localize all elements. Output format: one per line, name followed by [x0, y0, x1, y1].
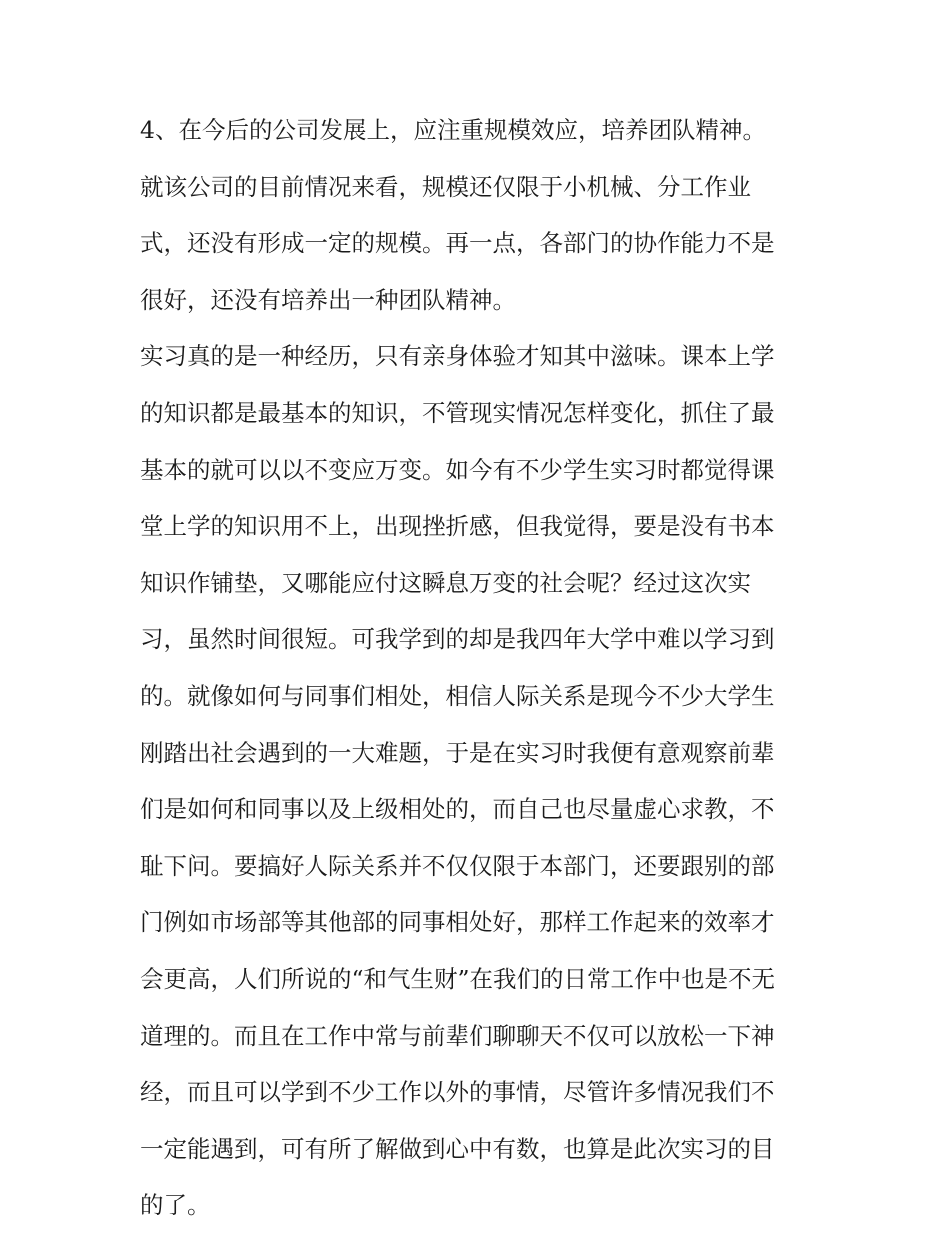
text-line-4: 很好，还没有培养出一种团队精神。 — [140, 285, 516, 314]
text-line-9: 知识作铺垫，又哪能应付这瞬息万变的社会呢？经过这次实 — [140, 568, 751, 597]
text-line-17: 道理的。而且在工作中常与前辈们聊聊天不仅可以放松一下神 — [140, 1021, 775, 1050]
text-line-2: 就该公司的目前情况来看，规模还仅限于小机械、分工作业 — [140, 172, 751, 201]
text-line-20: 的了。 — [140, 1191, 211, 1220]
text-line-13: 们是如何和同事以及上级相处的，而自己也尽量虚心求教，不 — [140, 795, 775, 824]
text-line-19: 一定能遇到，可有所了解做到心中有数，也算是此次实习的目 — [140, 1134, 775, 1163]
text-line-12: 刚踏出社会遇到的一大难题，于是在实习时我便有意观察前辈 — [140, 738, 775, 767]
text-line-7: 基本的就可以以不变应万变。如今有不少学生实习时都觉得课 — [140, 455, 775, 484]
text-line-11: 的。就像如何与同事们相处，相信人际关系是现今不少大学生 — [140, 681, 775, 710]
text-line-18: 经，而且可以学到不少工作以外的事情，尽管许多情况我们不 — [140, 1078, 775, 1107]
text-line-6: 的知识都是最基本的知识，不管现实情况怎样变化，抓住了最 — [140, 398, 775, 427]
text-line-3: 式，还没有形成一定的规模。再一点，各部门的协作能力不是 — [140, 229, 775, 258]
text-line-16: 会更高，人们所说的“和气生财”在我们的日常工作中也是不无 — [140, 964, 776, 993]
text-line-1: 4、在今后的公司发展上，应注重规模效应，培养团队精神。 — [140, 116, 766, 144]
document-body — [140, 108, 820, 1240]
text-line-10: 习，虽然时间很短。可我学到的却是我四年大学中难以学习到 — [140, 625, 775, 654]
text-line-14: 耻下问。要搞好人际关系并不仅仅限于本部门，还要跟别的部 — [140, 851, 775, 880]
text-line-5: 实习真的是一种经历，只有亲身体验才知其中滋味。课本上学 — [140, 342, 775, 371]
text-line-15: 门例如市场部等其他部的同事相处好，那样工作起来的效率才 — [140, 908, 775, 937]
text-line-8: 堂上学的知识用不上，出现挫折感，但我觉得，要是没有书本 — [140, 512, 775, 541]
